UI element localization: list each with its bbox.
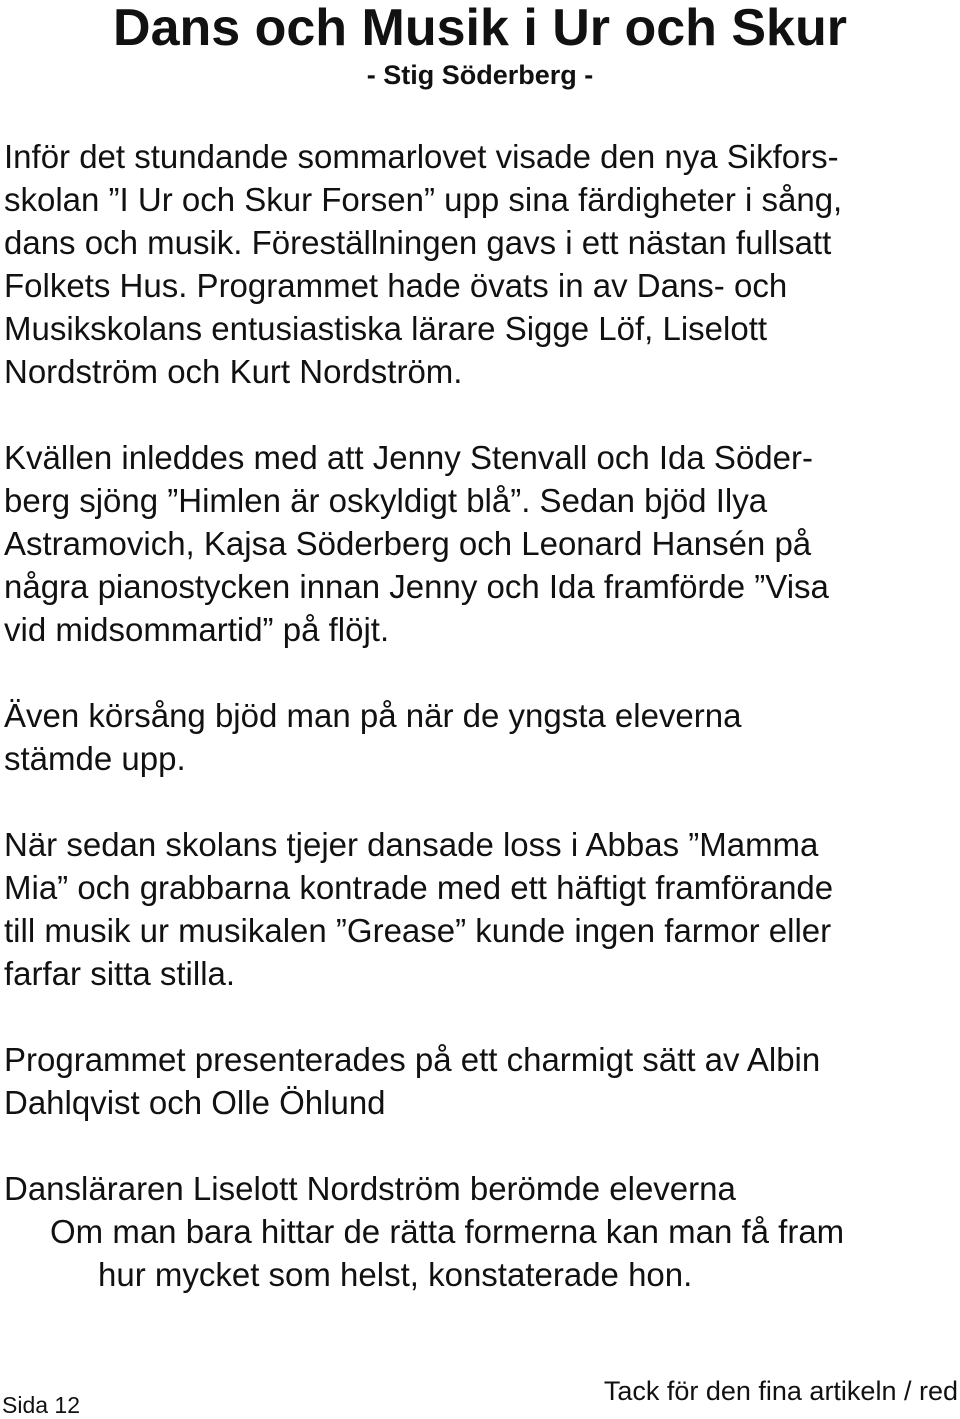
text-line: Mia” och grabbarna kontrade med ett häftigt framförande [4,869,834,906]
article-byline: - Stig Söderberg - [366,60,594,90]
text-line: När sedan skolans tjejer dansade loss i Abbas ”Mamma [4,826,819,863]
text-line: Även körsång bjöd man på när de yngsta eleverna [4,697,742,734]
text-line: Folkets Hus. Programmet hade övats in av Dans- och [4,267,788,304]
quote-line: Om man bara hittar de rätta formerna kan man få fram [50,1213,845,1250]
text-line: berg sjöng ”Himlen är oskyldigt blå”. Sedan bjöd Ilya [4,482,768,519]
text-line: Musikskolans entusiastiska lärare Sigge Löf, Liselott [4,310,768,347]
article-title: Dans och Musik i Ur och Skur [113,0,847,57]
text-line: Programmet presenterades på ett charmigt sätt av Albin [4,1041,821,1078]
text-line: Dansläraren Liselott Nordström berömde eleverna [4,1170,736,1207]
editor-credit: Tack för den fina artikeln / red [603,1376,958,1406]
page-number: Sida 12 [2,1392,81,1418]
text-line: Kvällen inleddes med att Jenny Stenvall och Ida Söder- [4,439,813,476]
text-line: till musik ur musikalen ”Grease” kunde ingen farmor eller [4,912,832,949]
text-line: Astramovich, Kajsa Söderberg och Leonard Hansén på [4,525,812,562]
text-line: dans och musik. Föreställningen gavs i ett nästan fullsatt [4,224,832,261]
text-line: Inför det stundande sommarlovet visade den nya Sikfors- [4,138,839,175]
text-line: Dahlqvist och Olle Öhlund [4,1084,386,1121]
text-line: Nordström och Kurt Nordström. [4,353,463,390]
text-line: några pianostycken innan Jenny och Ida framförde ”Visa [4,568,829,605]
text-line: skolan ”I Ur och Skur Forsen” upp sina färdigheter i sång, [4,181,843,218]
text-line: farfar sitta stilla. [4,955,236,992]
text-line: vid midsommartid” på flöjt. [4,611,390,648]
quote-line: hur mycket som helst, konstaterade hon. [98,1256,693,1293]
text-line: stämde upp. [4,740,186,777]
